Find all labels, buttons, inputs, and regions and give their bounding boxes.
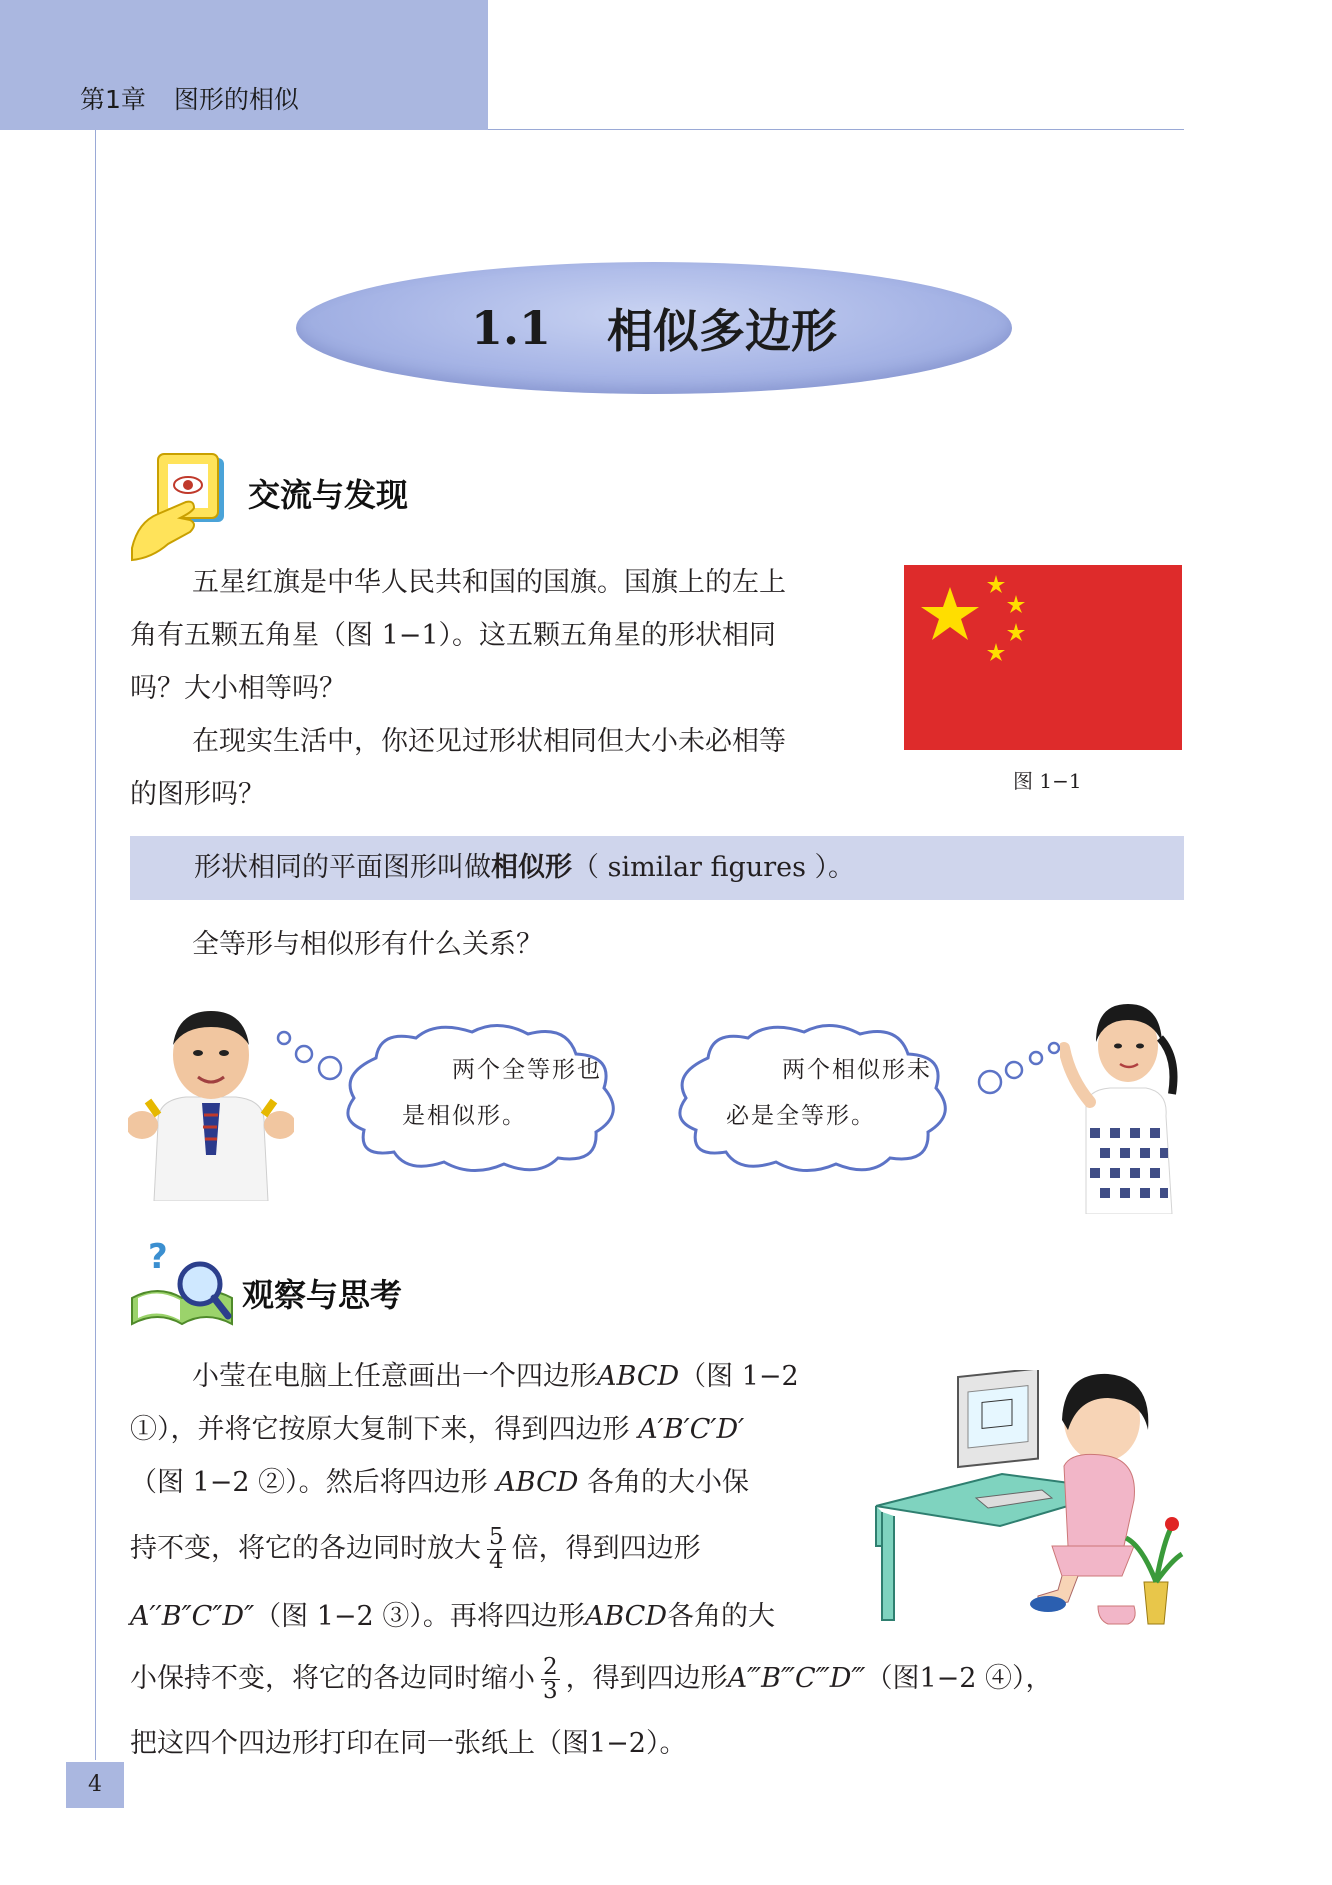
fraction-numerator: 2 xyxy=(543,1654,558,1680)
girl-at-computer-illustration xyxy=(872,1370,1184,1626)
page-number: 4 xyxy=(66,1762,124,1808)
text-line: 的图形吗？ xyxy=(130,779,265,810)
boy-illustration xyxy=(128,1005,294,1201)
text-line: 各角的大 xyxy=(666,1601,775,1632)
chapter-name: 图形的相似 xyxy=(173,85,299,114)
chapter-number: 第1章 xyxy=(80,85,146,114)
girl-illustration xyxy=(1060,998,1188,1214)
observe-paragraph-top xyxy=(130,1350,870,1645)
small-star-icon xyxy=(987,643,1005,661)
fraction-five-fourths xyxy=(487,1526,506,1573)
boy-bubble-line1: 两个全等形也 xyxy=(452,1057,602,1083)
fraction-denominator: 4 xyxy=(489,1548,504,1574)
text-line: 五星红旗是中华人民共和国的国旗。国旗上的左上 xyxy=(192,567,786,598)
svg-text:?: ? xyxy=(148,1237,168,1277)
fraction-two-thirds xyxy=(541,1656,560,1703)
text-line: 在现实生活中，你还见过形状相同但大小未必相等 xyxy=(192,726,786,757)
fraction-numerator: 5 xyxy=(489,1524,504,1550)
margin-rule xyxy=(95,130,96,1760)
text-line: ，得到四边形 xyxy=(565,1663,728,1694)
section-name: 相似多边形 xyxy=(607,304,838,358)
text-line: 把这四个四边形打印在同一张纸上（图1−2）。 xyxy=(130,1728,687,1759)
flag-caption: 图 1−1 xyxy=(1013,769,1082,793)
pointing-hand-icon xyxy=(128,452,240,564)
question-text: 全等形与相似形有什么关系？ xyxy=(192,929,543,960)
chapter-title xyxy=(80,80,299,116)
header-rule xyxy=(488,129,1184,130)
definition-post: （ similar figures ）。 xyxy=(572,852,856,883)
text-line: 小保持不变，将它的各边同时缩小 xyxy=(130,1663,535,1694)
quad-a-triple-prime: A‴B‴C‴D‴ xyxy=(727,1663,866,1694)
quad-abcd: ABCD xyxy=(496,1467,579,1498)
text-line: 持不变，将它的各边同时放大 xyxy=(130,1533,481,1564)
text-line: 角有五颗五角星（图 1−1）。这五颗五角星的形状相同 xyxy=(130,620,777,651)
small-star-icon xyxy=(987,575,1005,593)
small-star-icon xyxy=(1007,595,1025,613)
text-line: 小莹在电脑上任意画出一个四边形 xyxy=(192,1361,597,1392)
definition-text xyxy=(194,836,855,900)
text-line: 各角的大小保 xyxy=(587,1467,749,1498)
boy-bubble-line2: 是相似形。 xyxy=(402,1103,527,1129)
text-line: （图1−2 ④）， xyxy=(865,1663,1053,1694)
text-line: 吗？大小相等吗？ xyxy=(130,673,346,704)
observe-paragraph-bottom xyxy=(130,1643,1190,1773)
text-line: （图 1−2 ③）。再将四边形 xyxy=(254,1601,585,1632)
fraction-denominator: 3 xyxy=(543,1678,558,1704)
book-magnifier-icon xyxy=(128,1236,236,1332)
quad-a-double-prime: A′′B″C″D″ xyxy=(130,1601,255,1632)
girl-bubble-line1: 两个相似形未 xyxy=(782,1057,932,1083)
exchange-heading: 交流与发现 xyxy=(248,476,409,514)
girl-bubble-line2: 必是全等形。 xyxy=(726,1103,876,1129)
text-line: （图 1−2 xyxy=(679,1361,799,1392)
definition-pre: 形状相同的平面图形叫做 xyxy=(194,852,491,883)
national-flag xyxy=(904,565,1182,750)
quad-abcd: ABCD xyxy=(597,1361,680,1392)
text-line: 倍，得到四边形 xyxy=(511,1533,701,1564)
observe-heading: 观察与思考 xyxy=(242,1276,403,1314)
text-line: （图 1−2 ②）。然后将四边形 xyxy=(130,1467,488,1498)
quad-abcd: ABCD xyxy=(584,1601,667,1632)
small-star-icon xyxy=(1007,623,1025,641)
exchange-paragraph-1 xyxy=(130,556,870,821)
large-star-icon xyxy=(921,587,979,640)
quad-a-prime: A′B′C′D′ xyxy=(638,1414,745,1445)
text-line: ①），并将它按原大复制下来，得到四边形 xyxy=(130,1414,630,1445)
section-number: 1.1 xyxy=(470,301,552,355)
definition-term: 相似形 xyxy=(491,852,572,883)
section-title xyxy=(296,262,1012,394)
